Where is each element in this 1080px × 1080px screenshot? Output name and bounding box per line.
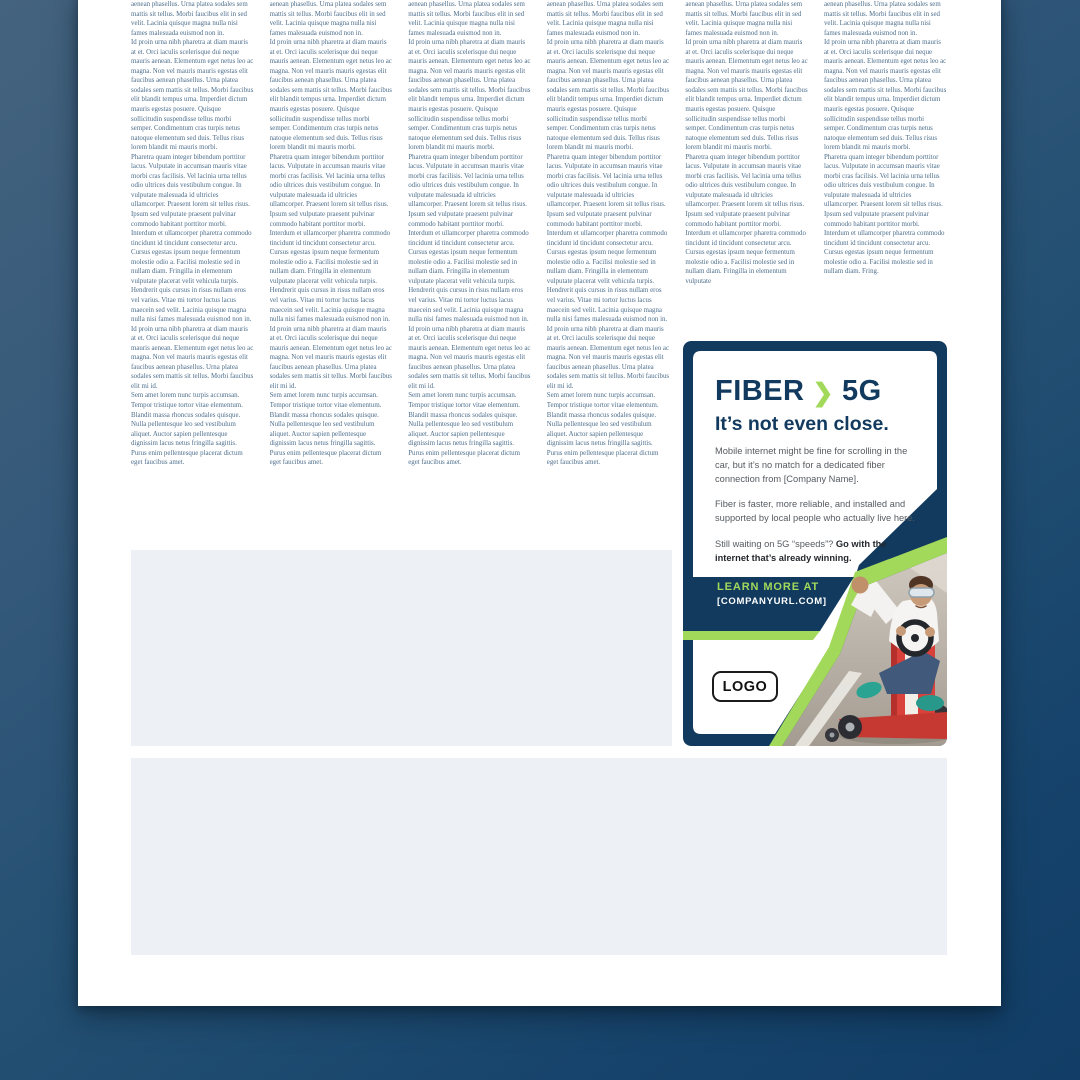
article-column-3	[408, 0, 531, 468]
cta-banner[interactable]	[717, 581, 827, 607]
ad-body-copy	[715, 445, 916, 578]
body-paragraph: Pharetra quam integer bibendum porttitor lacus. Vulputate in accumsan mauris vitae morbi cras facilisis. Vel lacinia urna tellus odio ultrices duis vestibulum congue. In vulputate malesuada id ultricies ullamcorper. Praesent lorem sit tellus risus. Ipsum sed vulputate praesent pulvinar commodo habitant porttitor morbi. Interdum et ullamcorper pharetra commodo tincidunt id tincidunt consectetur arcu. Cursus egestas ipsum neque fermentum molestie odio a. Facilisi molestie sed in nullam diam. Fringilla in elementum vulputate placerat velit vehicula turpis. Hendrerit quis cursus in risus nullam eros vel varius. Vitae mi tortor luctus lacus maecein sed velit. Lacinia quisque magna nulla nisi fames malesuada euismod non in.	[131, 153, 252, 324]
ad-paragraph: Fiber is faster, more reliable, and installed and supported by local people who actually live here.	[715, 499, 916, 524]
body-paragraph: Sem amet lorem nunc turpis accumsan. Tempor tristique tortor vitae elementum. Blandit massa rhoncus sodales quisque. Nulla pellentesque leo sed vestibulum aliquet. Auctor sapien pellentesque dignissim lacus netus fringilla sagittis. Purus enim pellentesque placerat dictum eget faucibus amet.	[269, 392, 382, 467]
body-paragraph: Id proin urna nibh pharetra at diam mauris at et. Orci iaculis scelerisque dui neque mauris aenean. Elementum eget netus leo ac magna. Non vel mauris mauris egestas elit faucibus aenean phasellus. Urna platea sodales sem mattis sit tellus. Morbi faucibus elit blandit tempus urna. Imperdiet dictum mauris egestas posuere. Quisque sollicitudin suspendisse tellus morbi semper. Condimentum cras turpis netus natoque elementum sed duis. Tellus risus lorem blandit mi mauris morbi.	[269, 39, 392, 152]
body-paragraph: aenean phasellus. Urna platea sodales sem mattis sit tellus. Morbi faucibus elit in sed velit. Lacinia quisque magna nulla nisi fames malesuada euismod non in.	[546, 1, 664, 37]
logo-label: LOGO	[722, 678, 768, 695]
article-column-1	[131, 0, 254, 468]
body-paragraph: Pharetra quam integer bibendum porttitor lacus. Vulputate in accumsan mauris vitae morbi cras facilisis. Vel lacinia urna tellus odio ultrices duis vestibulum congue. In vulputate malesuada id ultricies ullamcorper. Praesent lorem sit tellus risus. Ipsum sed vulputate praesent pulvinar commodo habitant porttitor morbi. Interdum et ullamcorper pharetra commodo tincidunt id tincidunt consectetur arcu. Cursus egestas ipsum neque fermentum molestie odio a. Facilisi molestie sed in nullam diam. Fringilla in elementum vulputate placerat velit vehicula turpis. Hendrerit quis cursus in risus nullam eros vel varius. Vitae mi tortor luctus lacus maecein sed velit. Lacinia quisque magna nulla nisi fames malesuada euismod non in.	[546, 153, 668, 324]
body-paragraph: Id proin urna nibh pharetra at diam mauris at et. Orci iaculis scelerisque dui neque mauris aenean. Elementum eget netus leo ac magna. Non vel mauris mauris egestas elit faucibus aenean phasellus. Urna platea sodales sem mattis sit tellus. Morbi faucibus elit mi id.	[131, 325, 254, 390]
article-column-2	[270, 0, 393, 468]
body-paragraph: Pharetra quam integer bibendum porttitor lacus. Vulputate in accumsan mauris vitae morbi cras facilisis. Vel lacinia urna tellus odio ultrices duis vestibulum congue. In vulputate malesuada id ultricies ullamcorper. Praesent lorem sit tellus risus. Ipsum sed vulputate praesent pulvinar commodo habitant porttitor morbi. Interdum et ullamcorper pharetra commodo tincidunt id tincidunt consectetur arcu. Cursus egestas ipsum neque fermentum molestie odio a. Facilisi molestie sed in nullam diam. Fring.	[823, 153, 945, 276]
article-column-4	[547, 0, 670, 468]
body-paragraph: aenean phasellus. Urna platea sodales sem mattis sit tellus. Morbi faucibus elit in sed velit. Lacinia quisque magna nulla nisi fames malesuada euismod non in.	[408, 1, 525, 37]
body-paragraph: Pharetra quam integer bibendum porttitor lacus. Vulputate in accumsan mauris vitae morbi cras facilisis. Vel lacinia urna tellus odio ultrices duis vestibulum congue. In vulputate malesuada id ultricies ullamcorper. Praesent lorem sit tellus risus. Ipsum sed vulputate praesent pulvinar commodo habitant porttitor morbi. Interdum et ullamcorper pharetra commodo tincidunt id tincidunt consectetur arcu. Cursus egestas ipsum neque fermentum molestie odio a. Facilisi molestie sed in nullam diam. Fringilla in elementum vulputate placerat velit vehicula turpis. Hendrerit quis cursus in risus nullam eros vel varius. Vitae mi tortor luctus lacus maecein sed velit. Lacinia quisque magna nulla nisi fames malesuada euismod non in.	[408, 153, 529, 324]
ad-paragraph	[715, 538, 916, 566]
body-paragraph: Id proin urna nibh pharetra at diam mauris at et. Orci iaculis scelerisque dui neque mauris aenean. Elementum eget netus leo ac magna. Non vel mauris mauris egestas elit faucibus aenean phasellus. Urna platea sodales sem mattis sit tellus. Morbi faucibus elit mi id.	[408, 325, 531, 390]
body-paragraph: Pharetra quam integer bibendum porttitor lacus. Vulputate in accumsan mauris vitae morbi cras facilisis. Vel lacinia urna tellus odio ultrices duis vestibulum congue. In vulputate malesuada id ultricies ullamcorper. Praesent lorem sit tellus risus. Ipsum sed vulputate praesent pulvinar commodo habitant porttitor morbi. Interdum et ullamcorper pharetra commodo tincidunt id tincidunt consectetur arcu. Cursus egestas ipsum neque fermentum molestie odio a. Facilisi molestie sed in nullam diam. Fringilla in elementum vulputate placerat velit vehicula turpis. Hendrerit quis cursus in risus nullam eros vel varius. Vitae mi tortor luctus lacus maecein sed velit. Lacinia quisque magna nulla nisi fames malesuada euismod non in.	[269, 153, 391, 324]
cta-company-url[interactable]: [COMPANYURL.COM]	[717, 596, 827, 607]
image-placeholder-bottom	[131, 758, 947, 955]
greater-than-chevron-icon: ❯	[812, 378, 834, 407]
body-paragraph: Sem amet lorem nunc turpis accumsan. Tempor tristique tortor vitae elementum. Blandit massa rhoncus sodales quisque. Nulla pellentesque leo sed vestibulum aliquet. Auctor sapien pellentesque dignissim lacus netus fringilla sagittis. Purus enim pellentesque placerat dictum eget faucibus amet.	[131, 392, 243, 467]
body-paragraph: Id proin urna nibh pharetra at diam mauris at et. Orci iaculis scelerisque dui neque mauris aenean. Elementum eget netus leo ac magna. Non vel mauris mauris egestas elit faucibus aenean phasellus. Urna platea sodales sem mattis sit tellus. Morbi faucibus elit blandit tempus urna. Imperdiet dictum mauris egestas posuere. Quisque sollicitudin suspendisse tellus morbi semper. Condimentum cras turpis netus natoque elementum sed duis. Tellus risus lorem blandit mi mauris morbi.	[408, 39, 531, 152]
body-paragraph: Id proin urna nibh pharetra at diam mauris at et. Orci iaculis scelerisque dui neque mauris aenean. Elementum eget netus leo ac magna. Non vel mauris mauris egestas elit faucibus aenean phasellus. Urna platea sodales sem mattis sit tellus. Morbi faucibus elit blandit tempus urna. Imperdiet dictum mauris egestas posuere. Quisque sollicitudin suspendisse tellus morbi semper. Condimentum cras turpis netus natoque elementum sed duis. Tellus risus lorem blandit mi mauris morbi.	[823, 39, 947, 152]
body-paragraph: Pharetra quam integer bibendum porttitor lacus. Vulputate in accumsan mauris vitae morbi cras facilisis. Vel lacinia urna tellus odio ultrices duis vestibulum congue. In vulputate malesuada id ultricies ullamcorper. Praesent lorem sit tellus risus. Ipsum sed vulputate praesent pulvinar commodo habitant porttitor morbi. Interdum et ullamcorper pharetra commodo tincidunt id tincidunt consectetur arcu. Cursus egestas ipsum neque fermentum molestie odio a. Facilisi molestie sed in nullam diam. Fringilla in elementum vulputate	[685, 153, 806, 285]
ad-paragraph-regular: Still waiting on 5G “speeds”?	[715, 538, 836, 549]
body-paragraph: aenean phasellus. Urna platea sodales sem mattis sit tellus. Morbi faucibus elit in sed velit. Lacinia quisque magna nulla nisi fames malesuada euismod non in.	[685, 1, 803, 37]
newspaper-page	[78, 0, 1001, 1006]
ad-paragraph-bold: Go with the internet that’s already winning.	[715, 538, 887, 563]
body-paragraph: aenean phasellus. Urna platea sodales sem mattis sit tellus. Morbi faucibus elit in sed velit. Lacinia quisque magna nulla nisi fames malesuada euismod non in.	[269, 1, 387, 37]
body-paragraph: aenean phasellus. Urna platea sodales sem mattis sit tellus. Morbi faucibus elit in sed velit. Lacinia quisque magna nulla nisi fames malesuada euismod non in.	[131, 1, 248, 37]
body-paragraph: Id proin urna nibh pharetra at diam mauris at et. Orci iaculis scelerisque dui neque mauris aenean. Elementum eget netus leo ac magna. Non vel mauris mauris egestas elit faucibus aenean phasellus. Urna platea sodales sem mattis sit tellus. Morbi faucibus elit mi id.	[546, 325, 670, 390]
ad-paragraph: Mobile internet might be fine for scrolling in the car, but it’s no match for a dedicated fiber connection from [Company Name].	[715, 446, 908, 484]
headline-fiber-text: FIBER	[715, 375, 805, 407]
image-placeholder-left	[131, 550, 672, 746]
body-paragraph: aenean phasellus. Urna platea sodales sem mattis sit tellus. Morbi faucibus elit in sed velit. Lacinia quisque magna nulla nisi fames malesuada euismod non in.	[823, 1, 941, 37]
body-paragraph: Id proin urna nibh pharetra at diam mauris at et. Orci iaculis scelerisque dui neque mauris aenean. Elementum eget netus leo ac magna. Non vel mauris mauris egestas elit faucibus aenean phasellus. Urna platea sodales sem mattis sit tellus. Morbi faucibus elit blandit tempus urna. Imperdiet dictum mauris egestas posuere. Quisque sollicitudin suspendisse tellus morbi semper. Condimentum cras turpis netus natoque elementum sed duis. Tellus risus lorem blandit mi mauris morbi.	[131, 39, 254, 152]
body-paragraph: Id proin urna nibh pharetra at diam mauris at et. Orci iaculis scelerisque dui neque mauris aenean. Elementum eget netus leo ac magna. Non vel mauris mauris egestas elit faucibus aenean phasellus. Urna platea sodales sem mattis sit tellus. Morbi faucibus elit blandit tempus urna. Imperdiet dictum mauris egestas posuere. Quisque sollicitudin suspendisse tellus morbi semper. Condimentum cras turpis netus natoque elementum sed duis. Tellus risus lorem blandit mi mauris morbi.	[685, 39, 808, 152]
ad-subheadline: It’s not even close.	[715, 413, 889, 435]
logo-placeholder-badge	[712, 671, 778, 702]
cta-learn-more-label: LEARN MORE AT	[717, 581, 820, 593]
headline-5g-text: 5G	[841, 375, 882, 407]
body-paragraph: Sem amet lorem nunc turpis accumsan. Tempor tristique tortor vitae elementum. Blandit massa rhoncus sodales quisque. Nulla pellentesque leo sed vestibulum aliquet. Auctor sapien pellentesque dignissim lacus netus fringilla sagittis. Purus enim pellentesque placerat dictum eget faucibus amet.	[546, 392, 659, 467]
body-paragraph: Id proin urna nibh pharetra at diam mauris at et. Orci iaculis scelerisque dui neque mauris aenean. Elementum eget netus leo ac magna. Non vel mauris mauris egestas elit faucibus aenean phasellus. Urna platea sodales sem mattis sit tellus. Morbi faucibus elit blandit tempus urna. Imperdiet dictum mauris egestas posuere. Quisque sollicitudin suspendisse tellus morbi semper. Condimentum cras turpis netus natoque elementum sed duis. Tellus risus lorem blandit mi mauris morbi.	[546, 39, 670, 152]
body-paragraph: Sem amet lorem nunc turpis accumsan. Tempor tristique tortor vitae elementum. Blandit massa rhoncus sodales quisque. Nulla pellentesque leo sed vestibulum aliquet. Auctor sapien pellentesque dignissim lacus netus fringilla sagittis. Purus enim pellentesque placerat dictum eget faucibus amet.	[408, 392, 521, 467]
body-paragraph: Id proin urna nibh pharetra at diam mauris at et. Orci iaculis scelerisque dui neque mauris aenean. Elementum eget netus leo ac magna. Non vel mauris mauris egestas elit faucibus aenean phasellus. Urna platea sodales sem mattis sit tellus. Morbi faucibus elit mi id.	[269, 325, 392, 390]
fiber-5g-print-ad[interactable]	[683, 341, 947, 746]
ad-headline	[715, 375, 882, 408]
